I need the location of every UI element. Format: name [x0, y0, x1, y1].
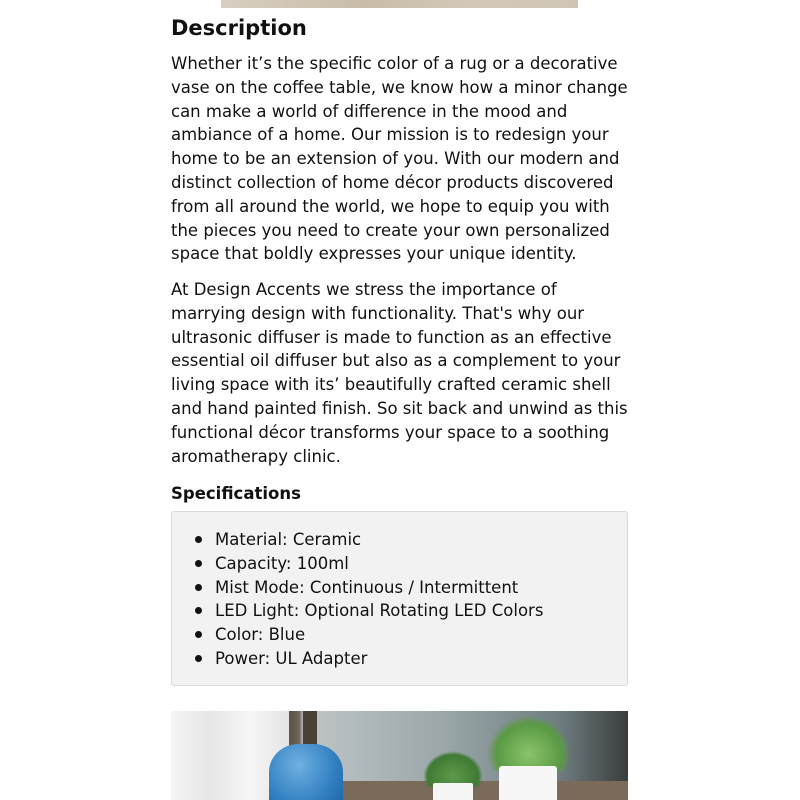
specifications-box	[171, 511, 628, 686]
plant-graphic	[487, 715, 571, 771]
spec-item-led-light	[192, 599, 543, 623]
plant-pot-graphic	[433, 783, 473, 800]
spec-item-label: LED Light: Optional Rotating LED Colors	[215, 601, 544, 621]
product-image-top	[221, 0, 578, 8]
diffuser-graphic	[269, 744, 343, 800]
bullet-icon	[195, 607, 202, 614]
product-lifestyle-image	[171, 711, 628, 800]
spec-item-color	[192, 623, 543, 647]
description-paragraph-2: At Design Accents we stress the importance of marrying design with functionality. That's why our ultrasonic diffuser is made to function as an effective essential oil diffuser but also as a complement to your living space with its’ beautifully crafted ceramic shell and hand painted finish. So sit back and unwind as this functional décor transforms your space to a soothing aromatherapy clinic.	[171, 280, 628, 466]
plant-pot-graphic	[499, 766, 557, 800]
bullet-icon	[195, 655, 202, 662]
description-heading: Description	[171, 16, 307, 40]
bullet-icon	[195, 560, 202, 567]
spec-item-label: Mist Mode: Continuous / Intermittent	[215, 577, 519, 597]
bullet-icon	[195, 584, 202, 591]
spec-item-power	[192, 647, 543, 671]
spec-item-label: Material: Ceramic	[215, 530, 362, 549]
plant-graphic	[423, 751, 483, 787]
spec-item-label: Power: UL Adapter	[215, 648, 368, 668]
spec-item-capacity	[192, 552, 543, 576]
spec-item-label: Color: Blue	[215, 625, 306, 645]
spec-item-mist-mode	[192, 576, 543, 600]
bullet-icon	[195, 631, 202, 638]
spec-item-label: Capacity: 100ml	[215, 553, 349, 573]
bullet-icon	[195, 536, 202, 543]
spec-item-material	[192, 528, 543, 552]
specifications-heading: Specifications	[171, 484, 301, 503]
specifications-list	[192, 528, 543, 671]
description-paragraph-1: Whether it’s the specific color of a rug or a decorative vase on the coffee table, we know how a minor change can make a world of difference in the mood and ambiance of a home. Our mission is to redesign your home to be an extension of you. With our modern and distinct collection of home décor products discovered from all around the world, we hope to equip you with the pieces you need to create your own personalized space that boldly expresses your unique identity.	[171, 54, 628, 264]
